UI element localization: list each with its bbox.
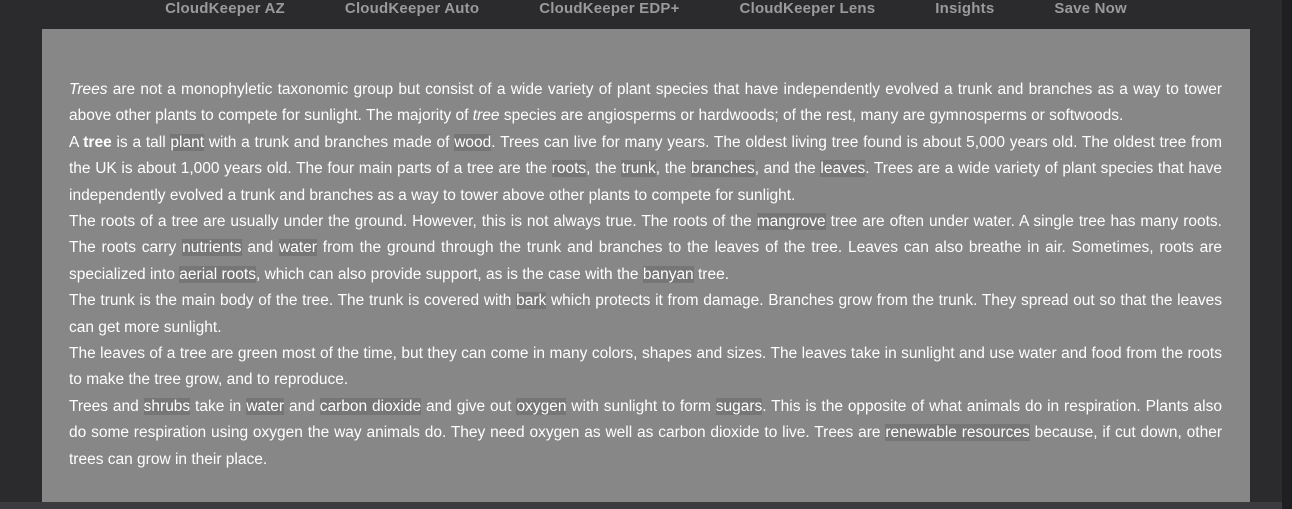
article-text: Trees and: [69, 397, 144, 415]
article-paragraph: [69, 394, 1222, 473]
article-link[interactable]: mangrove: [756, 213, 826, 231]
nav-item-insights[interactable]: Insights: [935, 0, 995, 17]
article-paragraph: [69, 288, 1222, 341]
article-text: . This is the opposite of what animals do in respiration. Plants also do some respiration using oxygen the way animals do. They need oxygen as well as carbon dioxide to live. Trees are: [69, 397, 1222, 442]
article-text: tree are often under water. A single tree has many roots. The roots carry: [69, 213, 1222, 257]
article-link[interactable]: sugars: [715, 397, 763, 415]
nav-item-cloudkeeper-auto[interactable]: CloudKeeper Auto: [344, 0, 480, 17]
article-text: A: [69, 133, 84, 151]
article-body: [42, 29, 1250, 493]
article-text: tree.: [693, 265, 730, 283]
article-text: Trees: [69, 81, 108, 98]
article-text: take in: [190, 397, 247, 415]
article-paragraph: [69, 341, 1222, 394]
article-link[interactable]: trunk: [621, 160, 656, 178]
article-text: and: [284, 397, 320, 415]
article-card: [42, 29, 1250, 502]
article-text: which protects it from damage. Branches grow from the trunk. They spread out so that the leaves can get more sunlight.: [69, 292, 1222, 336]
article-link[interactable]: branches: [690, 160, 755, 178]
article-text: because, if cut down, other trees can grow in their place.: [69, 424, 1222, 468]
article-text: The leaves of a tree are green most of the time, but they can come in many colors, shapes and sizes. The leaves take in sunlight and use water and food from the roots to make the tree grow, and to reproduce.: [69, 345, 1222, 389]
article-text: , the: [655, 160, 691, 178]
article-link[interactable]: water: [279, 239, 317, 257]
article-text: with sunlight to form: [566, 397, 716, 415]
article-text: tree: [83, 133, 112, 151]
article-text: , and the: [754, 160, 821, 178]
article-link[interactable]: bark: [516, 292, 547, 310]
article-text: from the ground through the trunk and branches to the leaves of the tree. Leaves can also breathe in air. Sometimes, roots are specialized into: [69, 239, 1223, 283]
article-link[interactable]: banyan: [642, 265, 694, 283]
article-text: . Trees are a wide variety of plant species that have independently evolved a trunk and branches as a way to tower above other plants to compete for sunlight.: [69, 160, 1222, 204]
article-link[interactable]: nutrients: [182, 239, 242, 257]
article-text: is a tall: [111, 133, 171, 151]
article-link[interactable]: aerial roots: [179, 265, 256, 283]
nav-item-cloudkeeper-edp-plus[interactable]: CloudKeeper EDP+: [539, 0, 680, 17]
article-text: are not a monophyletic taxonomic group but consist of a wide variety of plant species that have independently evolved a trunk and branches as a way to tower above other plants to compete for sunlight. The majority of: [69, 81, 1222, 125]
content-frame: [10, 22, 1282, 502]
article-text: tree: [472, 107, 500, 125]
article-link[interactable]: roots: [551, 160, 587, 178]
nav-item-cloudkeeper-az[interactable]: CloudKeeper AZ: [165, 0, 285, 17]
article-text: species are angiosperms or hardwoods; of the rest, many are gymnosperms or softwoods.: [499, 107, 1124, 125]
vertical-scrollbar[interactable]: [1282, 0, 1292, 509]
article-link[interactable]: carbon dioxide: [319, 397, 422, 415]
article-link[interactable]: wood: [454, 133, 492, 151]
article-text: The trunk is the main body of the tree. The trunk is covered with: [69, 292, 517, 310]
nav-item-cloudkeeper-lens[interactable]: CloudKeeper Lens: [739, 0, 876, 17]
article-text: , the: [586, 160, 622, 178]
horizontal-scrollbar-thumb[interactable]: [0, 502, 1282, 509]
article-text: . Trees can live for many years. The oldest living tree found is about 5,000 years old. The oldest tree from the UK is about 1,000 years old. The four main parts of a tree are the: [69, 133, 1222, 178]
horizontal-scrollbar[interactable]: [0, 502, 1292, 509]
article-link[interactable]: leaves: [820, 160, 866, 178]
article-link[interactable]: renewable resources: [885, 424, 1030, 442]
article-text: and give out: [421, 397, 517, 415]
article-paragraph: [69, 77, 1222, 130]
article-paragraph: [69, 130, 1222, 209]
article-link[interactable]: shrubs: [143, 397, 191, 415]
article-link[interactable]: water: [246, 397, 285, 415]
article-text: The roots of a tree are usually under the ground. However, this is not always true. The roots of the: [69, 213, 757, 231]
nav-item-save-now[interactable]: Save Now: [1054, 0, 1127, 17]
top-navigation: [0, 0, 1292, 18]
article-link[interactable]: plant: [170, 133, 205, 151]
article-paragraph: [69, 209, 1222, 288]
article-link[interactable]: oxygen: [516, 397, 567, 415]
article-text: with a trunk and branches made of: [204, 133, 455, 151]
article-text: , which can also provide support, as is the case with the: [255, 265, 643, 283]
article-text: and: [241, 239, 280, 257]
